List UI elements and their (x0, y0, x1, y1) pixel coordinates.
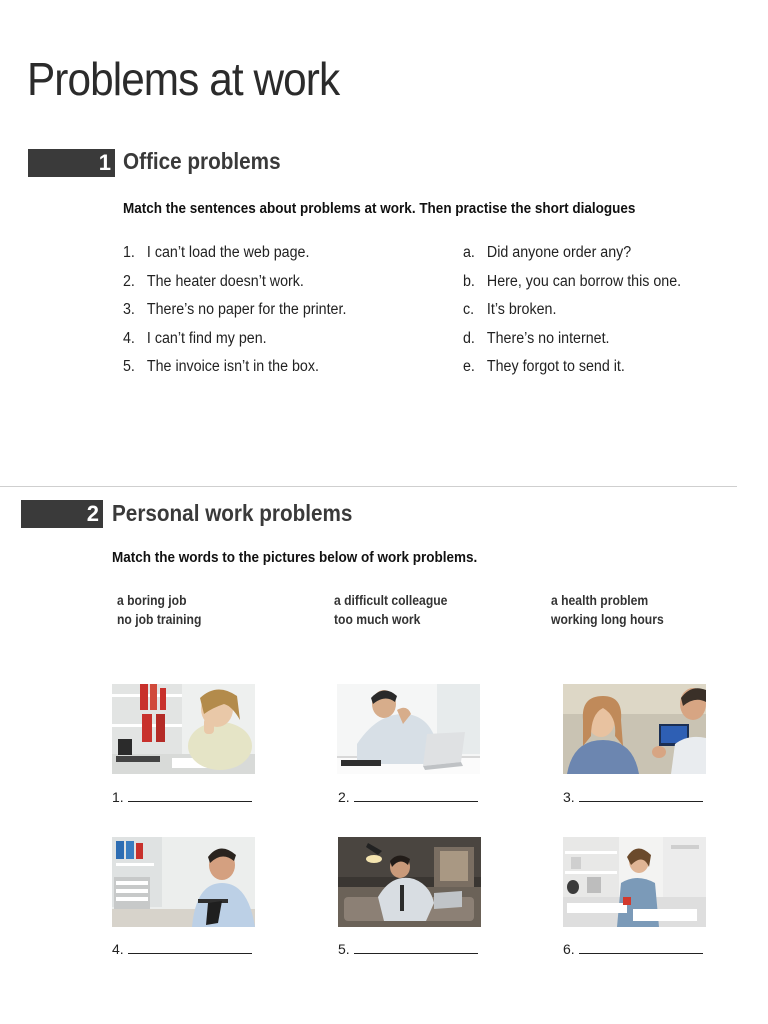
list-item (463, 358, 681, 387)
answer-blank[interactable] (128, 789, 252, 802)
list-item (123, 273, 346, 302)
item-text: The heater doesn’t work. (146, 272, 304, 290)
item-number: 3. (123, 301, 135, 318)
sentence-list-right (463, 244, 700, 387)
item-number: 2. (123, 272, 135, 290)
list-item (123, 244, 346, 273)
item-text: They forgot to send it. (486, 358, 625, 375)
answer-number: 2. (338, 789, 350, 805)
answer-blank[interactable] (579, 941, 703, 954)
item-text: I can’t find my pen. (146, 329, 267, 347)
section-number-badge: 2 (21, 500, 103, 528)
item-letter: e. (463, 358, 475, 375)
answer-number: 1. (112, 789, 124, 805)
answer-line-6[interactable] (563, 941, 703, 957)
section-instruction: Match the words to the pictures below of work problems. (112, 549, 478, 566)
list-item (123, 358, 346, 387)
item-text: There’s no paper for the printer. (146, 301, 347, 318)
page-title: Problems at work (27, 53, 340, 105)
answer-number: 5. (338, 941, 350, 957)
answer-line-3[interactable] (563, 789, 703, 805)
answer-number: 3. (563, 789, 575, 805)
item-letter: b. (463, 272, 475, 290)
word-item: a difficult colleague (334, 593, 448, 608)
answer-line-5[interactable] (338, 941, 478, 957)
item-text: There’s no internet. (486, 329, 610, 347)
item-text: It’s broken. (486, 301, 557, 318)
answer-blank[interactable] (354, 789, 478, 802)
list-item (463, 330, 681, 359)
answer-blank[interactable] (354, 941, 478, 954)
photo-man-neck-pain (337, 684, 480, 774)
section-number-badge: 1 (28, 149, 115, 177)
answer-number: 6. (563, 941, 575, 957)
word-box-column (551, 593, 676, 631)
list-item (123, 330, 346, 359)
word-box-column (334, 593, 460, 631)
item-letter: c. (463, 301, 475, 318)
answer-line-2[interactable] (338, 789, 478, 805)
answer-blank[interactable] (128, 941, 252, 954)
item-letter: a. (463, 244, 475, 261)
photo-difficult-colleague (563, 684, 706, 774)
word-item: too much work (334, 612, 421, 627)
answer-line-4[interactable] (112, 941, 252, 957)
word-box-column (117, 593, 211, 631)
photo-bored-woman (112, 684, 255, 774)
section-divider (0, 486, 737, 487)
list-item (463, 273, 681, 302)
photo-too-much-work (112, 837, 255, 927)
word-item: a health problem (551, 593, 649, 608)
list-item (463, 301, 681, 330)
section-heading: Office problems (123, 148, 281, 174)
answer-blank[interactable] (579, 789, 703, 802)
photo-stressed-woman (563, 837, 706, 927)
section-heading: Personal work problems (112, 500, 353, 526)
photo-working-long-hours (338, 837, 481, 927)
list-item (123, 301, 346, 330)
answer-number: 4. (112, 941, 124, 957)
sentence-list-left (123, 244, 366, 387)
word-item: no job training (117, 612, 202, 627)
list-item (463, 244, 681, 273)
item-number: 4. (123, 329, 135, 347)
item-text: I can’t load the web page. (146, 244, 310, 261)
word-item: a boring job (117, 593, 187, 608)
item-number: 1. (123, 244, 135, 261)
section-instruction: Match the sentences about problems at work. Then practise the short dialogues (123, 200, 636, 217)
item-text: Did anyone order any? (486, 244, 632, 261)
word-item: working long hours (551, 612, 664, 627)
item-number: 5. (123, 358, 135, 375)
answer-line-1[interactable] (112, 789, 252, 805)
item-text: The invoice isn’t in the box. (146, 358, 319, 375)
item-text: Here, you can borrow this one. (486, 272, 682, 290)
item-letter: d. (463, 329, 475, 347)
